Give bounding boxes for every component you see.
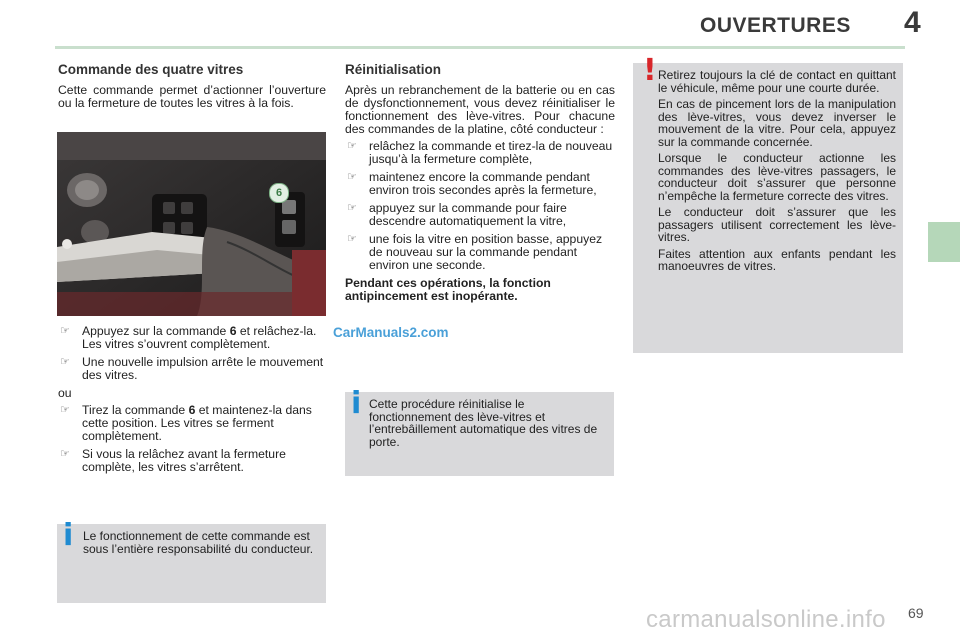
reset-steps-list (345, 140, 615, 272)
chapter-number: 4 (904, 6, 921, 39)
left-steps-list (58, 325, 326, 382)
exclamation-icon: ! (643, 53, 657, 88)
pointing-hand-icon: ☞ (60, 448, 70, 460)
section-heading-four-windows: Commande des quatre vitres (58, 62, 244, 77)
callout-6: 6 (269, 183, 289, 203)
warning-paragraph: Lorsque le conducteur actionne les commandes des lève-vitres passagers, le conducteur doit s’assurer que personne n’empêche la fermeture correcte des vitres. (658, 151, 896, 203)
list-item: ☞ appuyez sur la commande pour faire descendre automatiquement la vitre, (347, 201, 567, 228)
info-box-middle: i Cette procédure réinitialise le fonctionnement des lève-vitres et l’entrebâillement automatique des vitres de porte. (345, 392, 614, 476)
middle-column (345, 63, 615, 307)
list-item: ☞ Appuyez sur la commande 6 et relâchez-la. Les vitres s’ouvrent complètement. (60, 324, 317, 351)
list-item: ☞ Si vous la relâchez avant la fermeture complète, les vitres s’arrêtent. (60, 447, 286, 474)
left-column (58, 63, 326, 114)
pointing-hand-icon: ☞ (347, 140, 357, 152)
list-item: ☞ Tirez la commande 6 et maintenez-la dans cette position. Les vitres se ferment complètement. (60, 403, 312, 443)
control-panel-photo (57, 132, 326, 316)
info-box-left: i Le fonctionnement de cette commande est sous l’entière responsabilité du conducteur. (57, 524, 326, 603)
anti-pinch-warning: Pendant ces opérations, la fonction antipincement est inopérante. (345, 276, 551, 303)
list-item: ☞ une fois la vitre en position basse, appuyez de nouveau sur la commande pendant environ une seconde. (347, 232, 603, 272)
warning-paragraph: En cas de pincement lors de la manipulation des lève-vitres, vous devez inverser le mouvement de la vitre. Pour cela, appuyez sur la commande concernée. (658, 97, 896, 149)
pointing-hand-icon: ☞ (60, 356, 70, 368)
pointing-hand-icon: ☞ (347, 233, 357, 245)
pointing-hand-icon: ☞ (347, 171, 357, 183)
list-item: ☞ maintenez encore la commande pendant environ trois secondes après la fermeture, (347, 170, 597, 197)
pointing-hand-icon: ☞ (347, 202, 357, 214)
warning-box (633, 53, 903, 353)
intro-text: Cette commande permet d’actionner l’ouverture ou la fermeture de toutes les vitres à la fois. (58, 83, 326, 110)
list-item: ☞ Une nouvelle impulsion arrête le mouvement des vitres. (60, 355, 324, 382)
page-title: OUVERTURES (700, 14, 851, 37)
reset-intro: Après un rebranchement de la batterie ou en cas de dysfonctionnement, vous devez réinitialiser le fonctionnement des lève-vitres. Pour chacune des commandes de la platine, côté conducteur : (345, 83, 615, 136)
header-divider (55, 46, 905, 49)
info-icon: i (351, 386, 362, 421)
warning-paragraph: Faites attention aux enfants pendant les manoeuvres de vitres. (658, 246, 896, 273)
left-instructions (58, 325, 326, 479)
pointing-hand-icon: ☞ (60, 325, 70, 337)
pointing-hand-icon: ☞ (60, 404, 70, 416)
info-icon: i (63, 518, 74, 553)
watermark-carmanuals: CarManuals2.com (333, 325, 449, 340)
warning-paragraph: Retirez toujours la clé de contact en quittant le véhicule, même pour une courte durée. (658, 68, 896, 95)
warning-paragraph: Le conducteur doit s’assurer que les passagers utilisent correctement les lève-vitres. (658, 205, 896, 244)
left-steps-list-2 (58, 404, 326, 474)
or-text: ou (58, 386, 72, 400)
chapter-side-tab (928, 222, 960, 262)
section-heading-reset: Réinitialisation (345, 62, 442, 77)
page-number: 69 (908, 605, 924, 621)
list-item: ☞ relâchez la commande et tirez-la de nouveau jusqu’à la fermeture complète, (347, 139, 613, 166)
watermark-site: carmanualsonline.info (646, 606, 886, 633)
